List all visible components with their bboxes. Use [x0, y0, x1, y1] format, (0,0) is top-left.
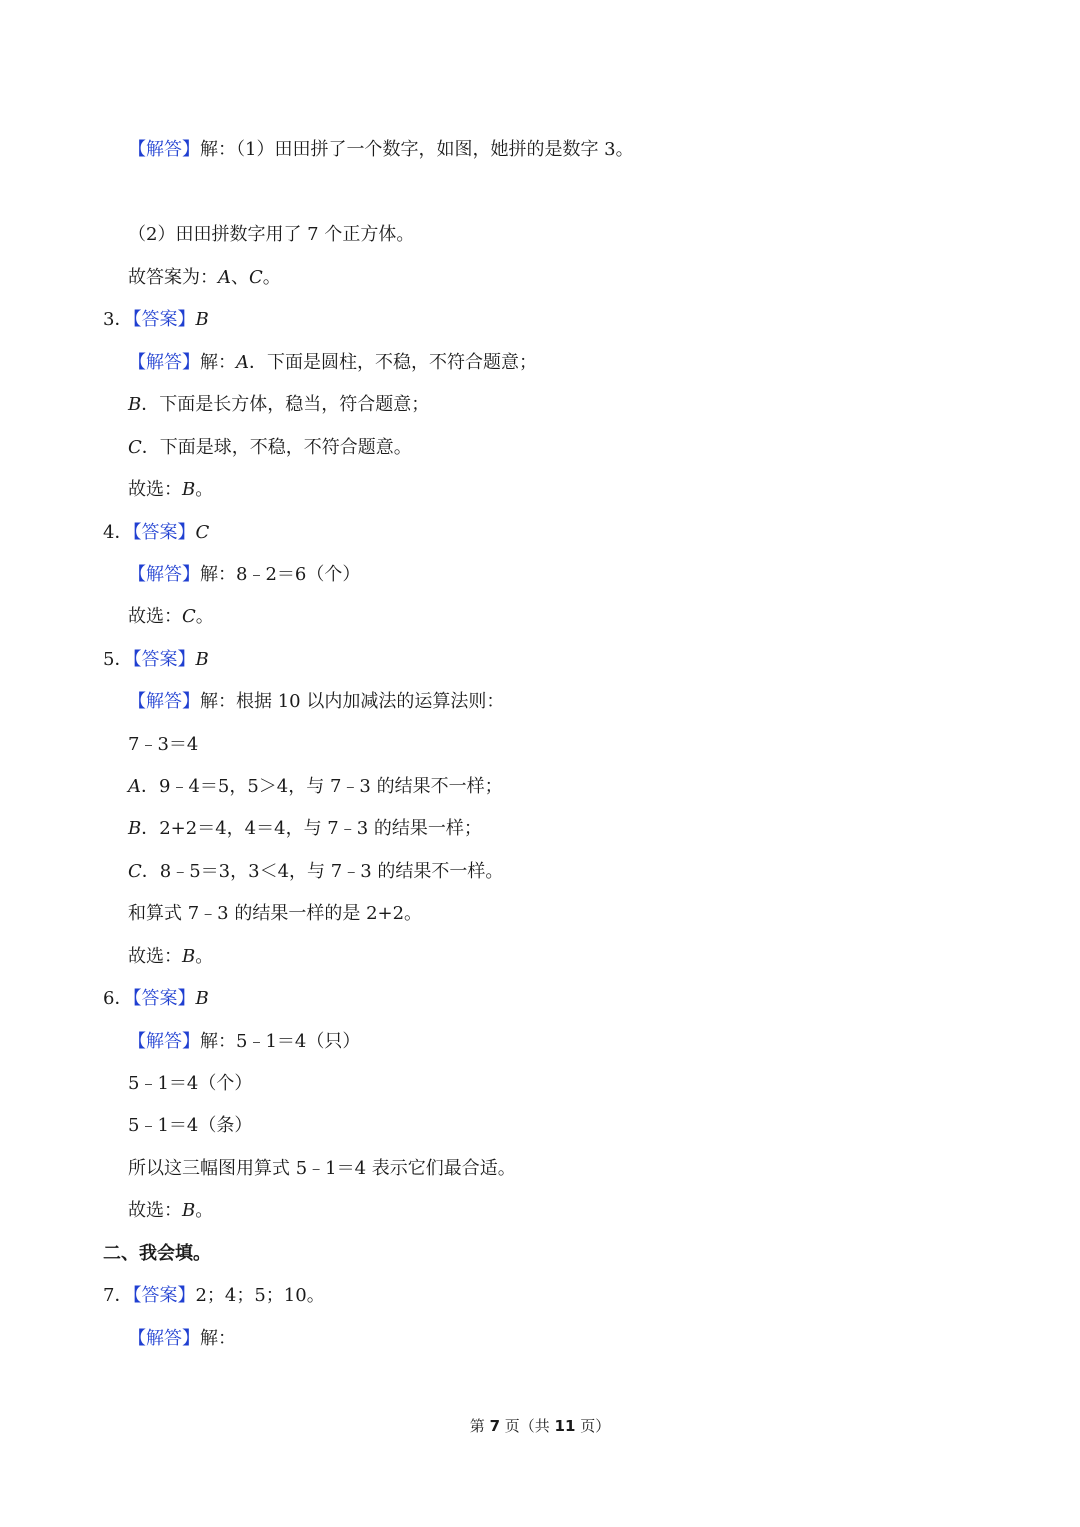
- question-number: 6．: [103, 988, 133, 1009]
- question-number: 3．: [103, 309, 133, 330]
- conclusion-prefix: 故答案为：: [128, 267, 218, 288]
- answer-value: B: [195, 988, 209, 1009]
- footer-prefix: 第: [469, 1417, 490, 1435]
- q3-answer-line: [103, 308, 209, 332]
- solution-text: 解：根据 10 以内加减法的运算法则：: [200, 691, 505, 712]
- footer-suffix: 页）: [575, 1417, 611, 1435]
- option-c-text: ．8﹣5＝3，3＜4，与 7﹣3 的结果不一样。: [141, 861, 504, 882]
- answer-c: C: [249, 267, 263, 288]
- q3-option-b: [128, 393, 429, 417]
- solution-tag: 【解答】: [128, 139, 200, 160]
- choice-period: 。: [195, 479, 214, 500]
- choice-prefix: 故选：: [128, 606, 182, 627]
- section-2-title: 二、我会填。: [103, 1243, 211, 1264]
- answer-value: B: [195, 649, 209, 670]
- solution-text: 解：5﹣1＝4（只）: [200, 1031, 361, 1052]
- solution-tag: 【解答】: [128, 564, 200, 585]
- option-a: A: [128, 776, 141, 797]
- q2-conclusion: [128, 266, 281, 290]
- q3-option-c: [128, 436, 412, 460]
- q5-option-b: [128, 817, 482, 841]
- q6-answer-line: [103, 987, 209, 1011]
- option-c-text: ．下面是球，不稳，不符合题意。: [141, 437, 412, 458]
- q5-equation: 7﹣3＝4: [128, 734, 199, 755]
- solution-text: 解：8﹣2＝6（个）: [200, 564, 361, 585]
- answer-period: 。: [262, 267, 281, 288]
- choice-period: 。: [195, 606, 214, 627]
- q5-option-c: [128, 860, 503, 884]
- option-b: B: [128, 394, 142, 415]
- q4-solution: [128, 563, 360, 587]
- choice-value: B: [182, 946, 196, 967]
- question-number: 7．: [103, 1285, 133, 1306]
- q5-answer-line: [103, 648, 209, 672]
- q6-summary: 所以这三幅图用算式 5﹣1＝4 表示它们最合适。: [128, 1158, 516, 1179]
- q6-equation-2: 5﹣1＝4（条）: [128, 1115, 253, 1136]
- q2-line-2: （2）田田拼数字用了 7 个正方体。: [128, 224, 415, 245]
- q3-solution: [128, 351, 537, 375]
- answer-tag: 【答案】: [132, 309, 196, 330]
- answer-tag: 【答案】: [132, 1285, 196, 1306]
- answer-value: C: [195, 522, 210, 543]
- solution-tag: 【解答】: [128, 1328, 200, 1349]
- answer-tag: 【答案】: [132, 522, 196, 543]
- q4-answer-line: [103, 521, 209, 545]
- answer-value: B: [195, 309, 209, 330]
- choice-prefix: 故选：: [128, 479, 182, 500]
- choice-period: 。: [195, 1200, 214, 1221]
- solution-text: 解：: [200, 1328, 236, 1349]
- page-number: 7: [489, 1417, 500, 1435]
- choice-prefix: 故选：: [128, 1200, 182, 1221]
- choice-period: 。: [195, 946, 214, 967]
- answer-value: 2；4；5；10。: [195, 1285, 325, 1306]
- answer-a: A: [218, 267, 231, 288]
- option-a-text: ．下面是圆柱，不稳，不符合题意；: [249, 352, 537, 373]
- q2-solution-text: 解：（1）田田拼了一个数字，如图，她拼的是数字 3。: [200, 139, 634, 160]
- option-b-text: ．2+2＝4，4＝4，与 7﹣3 的结果一样；: [141, 818, 482, 839]
- option-c: C: [128, 861, 142, 882]
- q6-choice: [128, 1199, 213, 1223]
- answer-tag: 【答案】: [132, 988, 196, 1009]
- q6-equation-1: 5﹣1＝4（个）: [128, 1073, 253, 1094]
- total-pages: 11: [554, 1417, 576, 1435]
- choice-value: C: [182, 606, 196, 627]
- q5-summary: 和算式 7﹣3 的结果一样的是 2+2。: [128, 903, 423, 924]
- question-number: 5．: [103, 649, 133, 670]
- option-c: C: [128, 437, 142, 458]
- option-b-text: ．下面是长方体，稳当，符合题意；: [141, 394, 430, 415]
- option-a-text: ．9﹣4＝5，5＞4，与 7﹣3 的结果不一样；: [141, 776, 503, 797]
- q5-solution: [128, 690, 504, 714]
- q5-choice: [128, 945, 213, 969]
- q2-solution: [128, 138, 634, 162]
- answer-tag: 【答案】: [132, 649, 196, 670]
- solution-tag: 【解答】: [128, 691, 200, 712]
- solution-tag: 【解答】: [128, 352, 200, 373]
- q4-choice: [128, 605, 214, 629]
- question-number: 4．: [103, 522, 133, 543]
- q7-solution: [128, 1327, 236, 1351]
- q6-solution: [128, 1030, 360, 1054]
- solution-prefix: 解：: [200, 352, 236, 373]
- choice-value: B: [182, 479, 196, 500]
- option-b: B: [128, 818, 142, 839]
- option-a: A: [236, 352, 249, 373]
- footer-middle: 页（共: [500, 1417, 555, 1435]
- q3-choice: [128, 478, 213, 502]
- choice-prefix: 故选：: [128, 946, 182, 967]
- answer-separator: 、: [231, 267, 249, 288]
- q5-option-a: [128, 775, 503, 799]
- choice-value: B: [182, 1200, 196, 1221]
- page-footer: [0, 1415, 1080, 1437]
- q7-answer-line: [103, 1284, 325, 1308]
- solution-tag: 【解答】: [128, 1031, 200, 1052]
